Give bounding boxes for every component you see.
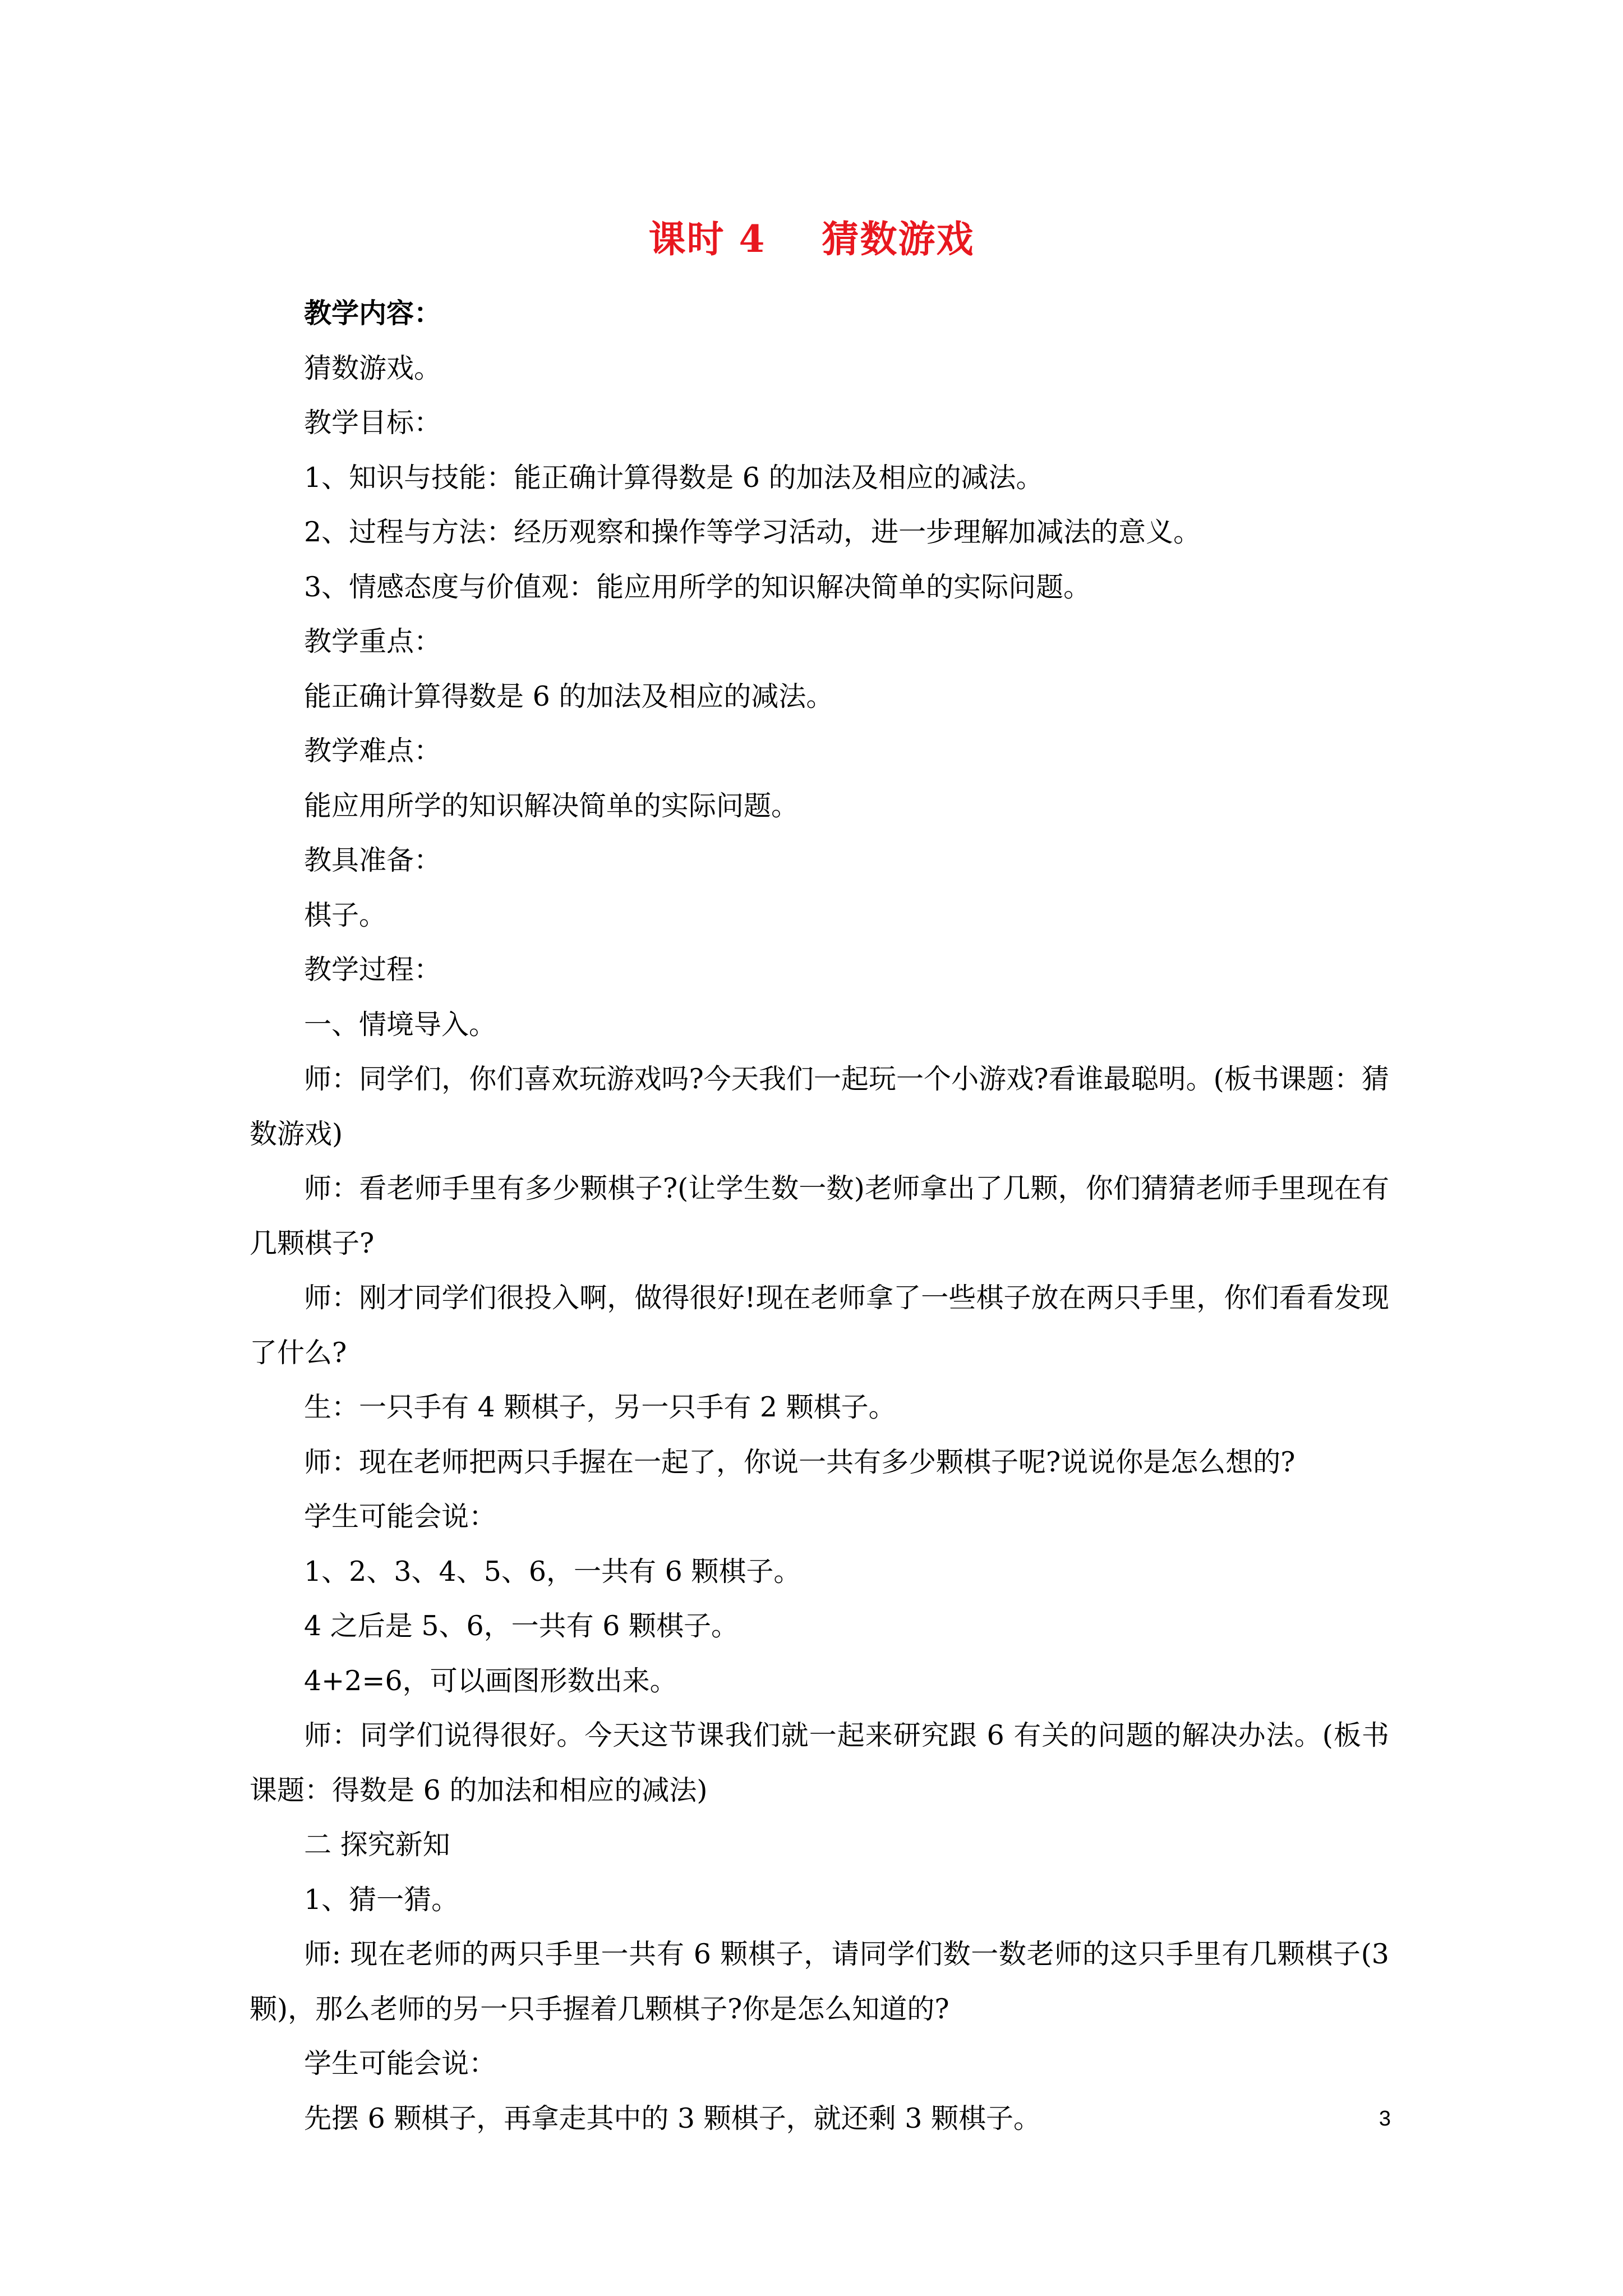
paragraph: 4 之后是 5、6，一共有 6 颗棋子。	[304, 1610, 739, 1642]
title-main: 猜数游戏	[822, 217, 975, 261]
paragraph: 1、猜一猜。	[304, 1883, 459, 1916]
paragraph: 师：同学们，你们喜欢玩游戏吗?今天我们一起玩一个小游戏?看谁最聪明。(板书课题：猜数游戏)	[250, 1063, 1389, 1150]
page-number: 3	[1378, 2107, 1391, 2131]
title-prefix: 课时 4	[648, 217, 766, 261]
section-heading-content: 教学内容：	[304, 297, 442, 329]
paragraph: 师：同学们说得很好。今天这节课我们就一起来研究跟 6 有关的问题的解决办法。(板书课题：得数是 6 的加法和相应的减法)	[250, 1719, 1389, 1806]
paragraph: 二 探究新知	[304, 1829, 450, 1861]
paragraph: 师：现在老师把两只手握在一起了，你说一共有多少颗棋子呢?说说你是怎么想的?	[304, 1446, 1295, 1478]
section-heading-key-points: 教学重点：	[304, 625, 442, 657]
document-title	[0, 211, 1623, 267]
paragraph: 1、2、3、4、5、6，一共有 6 颗棋子。	[304, 1555, 801, 1588]
paragraph: 2、过程与方法：经历观察和操作等学习活动，进一步理解加减法的意义。	[304, 516, 1201, 548]
paragraph: 师：看老师手里有多少颗棋子?(让学生数一数)老师拿出了几颗，你们猜猜老师手里现在有几颗棋子?	[250, 1172, 1389, 1259]
section-heading-goals: 教学目标：	[304, 407, 442, 439]
paragraph: 3、情感态度与价值观：能应用所学的知识解决简单的实际问题。	[304, 570, 1091, 603]
paragraph: 能应用所学的知识解决简单的实际问题。	[304, 789, 799, 822]
paragraph: 学生可能会说：	[304, 2047, 497, 2079]
paragraph: 先摆 6 颗棋子，再拿走其中的 3 颗棋子，就还剩 3 颗棋子。	[304, 2102, 1041, 2134]
paragraph: 猜数游戏。	[304, 352, 442, 384]
paragraph: 棋子。	[304, 899, 387, 931]
paragraph: 能正确计算得数是 6 的加法及相应的减法。	[304, 680, 834, 712]
paragraph: 师：刚才同学们很投入啊，做得很好!现在老师拿了一些棋子放在两只手里，你们看看发现了什么?	[250, 1282, 1389, 1369]
section-heading-difficulties: 教学难点：	[304, 735, 442, 767]
paragraph: 1、知识与技能：能正确计算得数是 6 的加法及相应的减法。	[304, 461, 1044, 494]
paragraph: 生：一只手有 4 颗棋子，另一只手有 2 颗棋子。	[304, 1391, 896, 1423]
paragraph: 一、情境导入。	[304, 1008, 497, 1041]
paragraph: 学生可能会说：	[304, 1501, 497, 1533]
section-heading-materials: 教具准备：	[304, 844, 442, 876]
paragraph: 师: 现在老师的两只手里一共有 6 颗棋子，请同学们数一数老师的这只手里有几颗棋子(3 颗)，那么老师的另一只手握着几颗棋子?你是怎么知道的?	[250, 1938, 1389, 2025]
paragraph: 4+2=6，可以画图形数出来。	[304, 1664, 677, 1697]
document-body	[250, 286, 1389, 2146]
section-heading-process: 教学过程：	[304, 954, 442, 986]
